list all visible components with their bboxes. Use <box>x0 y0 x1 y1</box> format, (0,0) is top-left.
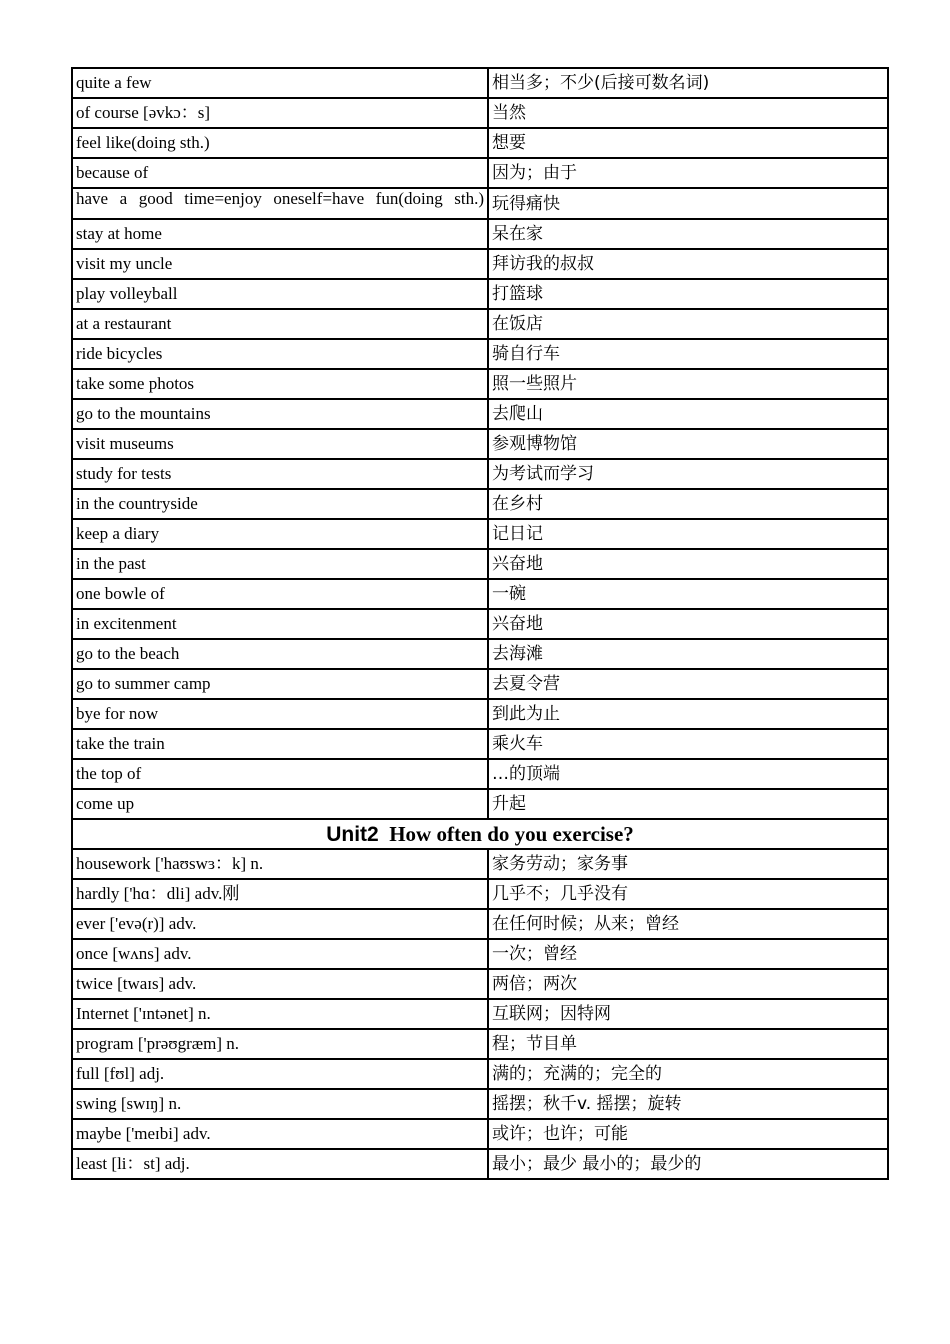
vocabulary-table <box>71 67 889 1180</box>
chinese-cell: 摇摆；秋千v. 摇摆；旋转 <box>488 1089 888 1119</box>
table-row <box>72 128 888 158</box>
chinese-cell: 相当多；不少(后接可数名词) <box>488 68 888 98</box>
chinese-cell: 记日记 <box>488 519 888 549</box>
english-cell: go to the mountains <box>72 399 488 429</box>
table-row <box>72 188 888 219</box>
chinese-cell: 去夏令营 <box>488 669 888 699</box>
english-cell: least [li：st] adj. <box>72 1149 488 1179</box>
english-cell: stay at home <box>72 219 488 249</box>
chinese-cell: 呆在家 <box>488 219 888 249</box>
english-cell: program ['prəʊgræm] n. <box>72 1029 488 1059</box>
chinese-cell: 拜访我的叔叔 <box>488 249 888 279</box>
chinese-cell: 满的；充满的；完全的 <box>488 1059 888 1089</box>
english-cell: in excitenment <box>72 609 488 639</box>
unit-heading-row <box>72 819 888 849</box>
chinese-cell: 或许；也许；可能 <box>488 1119 888 1149</box>
english-cell: have a good time=enjoy oneself=have fun(doing sth.) <box>72 188 488 219</box>
table-row <box>72 158 888 188</box>
vocabulary-table-body <box>72 68 888 1179</box>
table-row <box>72 429 888 459</box>
chinese-cell: 参观博物馆 <box>488 429 888 459</box>
chinese-cell: 互联网；因特网 <box>488 999 888 1029</box>
chinese-cell: 在任何时候；从来；曾经 <box>488 909 888 939</box>
english-cell: once [wʌns] adv. <box>72 939 488 969</box>
chinese-cell: 想要 <box>488 128 888 158</box>
table-row <box>72 1059 888 1089</box>
chinese-cell: 家务劳动；家务事 <box>488 849 888 879</box>
english-cell: because of <box>72 158 488 188</box>
table-row <box>72 609 888 639</box>
chinese-cell: 为考试而学习 <box>488 459 888 489</box>
english-cell: take the train <box>72 729 488 759</box>
english-cell: play volleyball <box>72 279 488 309</box>
english-cell: twice [twaɪs] adv. <box>72 969 488 999</box>
english-cell: study for tests <box>72 459 488 489</box>
english-cell: visit my uncle <box>72 249 488 279</box>
chinese-cell: …的顶端 <box>488 759 888 789</box>
table-row <box>72 669 888 699</box>
table-row <box>72 639 888 669</box>
chinese-cell: 兴奋地 <box>488 609 888 639</box>
english-cell: at a restaurant <box>72 309 488 339</box>
english-cell: ever ['evə(r)] adv. <box>72 909 488 939</box>
table-row <box>72 939 888 969</box>
english-cell: ride bicycles <box>72 339 488 369</box>
english-cell: go to the beach <box>72 639 488 669</box>
table-row <box>72 879 888 909</box>
english-cell: bye for now <box>72 699 488 729</box>
english-cell: of course [əvkɔ：s] <box>72 98 488 128</box>
table-row <box>72 98 888 128</box>
table-row <box>72 1029 888 1059</box>
chinese-cell: 在乡村 <box>488 489 888 519</box>
english-cell: maybe ['meɪbi] adv. <box>72 1119 488 1149</box>
chinese-cell: 当然 <box>488 98 888 128</box>
english-cell: hardly ['hɑ：dli] adv.刚 <box>72 879 488 909</box>
unit-title: How often do you exercise? <box>389 821 634 846</box>
english-cell: in the countryside <box>72 489 488 519</box>
english-cell: quite a few <box>72 68 488 98</box>
table-row <box>72 219 888 249</box>
english-cell: take some photos <box>72 369 488 399</box>
english-cell: feel like(doing sth.) <box>72 128 488 158</box>
chinese-cell: 一次；曾经 <box>488 939 888 969</box>
table-row <box>72 969 888 999</box>
table-row <box>72 909 888 939</box>
chinese-cell: 打篮球 <box>488 279 888 309</box>
unit-label: Unit2 <box>326 822 379 846</box>
chinese-cell: 两倍；两次 <box>488 969 888 999</box>
table-row <box>72 519 888 549</box>
table-row <box>72 849 888 879</box>
table-row <box>72 699 888 729</box>
english-cell: go to summer camp <box>72 669 488 699</box>
table-row <box>72 399 888 429</box>
unit-heading <box>72 819 888 849</box>
table-row <box>72 729 888 759</box>
table-row <box>72 789 888 819</box>
table-row <box>72 1149 888 1179</box>
table-row <box>72 339 888 369</box>
chinese-cell: 乘火车 <box>488 729 888 759</box>
english-cell: full [fʊl] adj. <box>72 1059 488 1089</box>
english-cell: keep a diary <box>72 519 488 549</box>
table-row <box>72 549 888 579</box>
table-row <box>72 489 888 519</box>
chinese-cell: 升起 <box>488 789 888 819</box>
english-cell: visit museums <box>72 429 488 459</box>
table-row <box>72 759 888 789</box>
chinese-cell: 去海滩 <box>488 639 888 669</box>
chinese-cell: 程；节目单 <box>488 1029 888 1059</box>
english-cell: come up <box>72 789 488 819</box>
table-row <box>72 999 888 1029</box>
english-cell: housework ['haʊswɜ：k] n. <box>72 849 488 879</box>
table-row <box>72 459 888 489</box>
chinese-cell: 在饭店 <box>488 309 888 339</box>
english-cell: in the past <box>72 549 488 579</box>
english-cell: the top of <box>72 759 488 789</box>
table-row <box>72 579 888 609</box>
table-row <box>72 1089 888 1119</box>
table-row <box>72 68 888 98</box>
table-row <box>72 249 888 279</box>
chinese-cell: 照一些照片 <box>488 369 888 399</box>
table-row <box>72 1119 888 1149</box>
chinese-cell: 一碗 <box>488 579 888 609</box>
english-cell: one bowle of <box>72 579 488 609</box>
english-cell: swing [swɪŋ] n. <box>72 1089 488 1119</box>
chinese-cell: 玩得痛快 <box>488 188 888 219</box>
chinese-cell: 去爬山 <box>488 399 888 429</box>
chinese-cell: 几乎不；几乎没有 <box>488 879 888 909</box>
chinese-cell: 兴奋地 <box>488 549 888 579</box>
table-row <box>72 279 888 309</box>
chinese-cell: 到此为止 <box>488 699 888 729</box>
table-row <box>72 369 888 399</box>
english-cell: Internet ['ɪntənet] n. <box>72 999 488 1029</box>
chinese-cell: 因为；由于 <box>488 158 888 188</box>
chinese-cell: 骑自行车 <box>488 339 888 369</box>
chinese-cell: 最小；最少 最小的；最少的 <box>488 1149 888 1179</box>
table-row <box>72 309 888 339</box>
